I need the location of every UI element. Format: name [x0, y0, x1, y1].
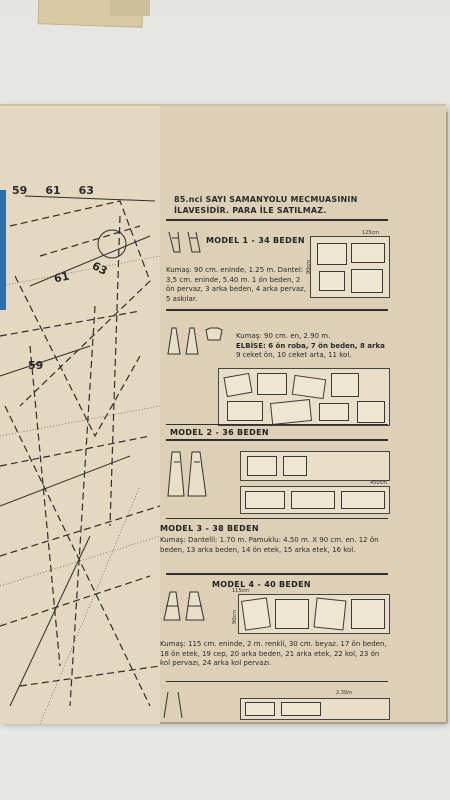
- model-1-layout-diagram: [310, 236, 390, 298]
- model-4-text: Kumaş: 115 cm. eninde, 2 m. renkli, 30 cm. beyaz. 17 ön beden, 18 ön etek, 19 cep, 20 arka beden, 21 arka etek, 22 kol, 23 ön kol pervazı, 24 arka kol pervazı.: [160, 640, 387, 667]
- model-2-text: [236, 332, 390, 361]
- model-3-layout-diagram: [240, 486, 390, 514]
- section-rule: [166, 681, 388, 682]
- model-3-title: MODEL 3 - 38 BEDEN: [160, 524, 259, 533]
- section-rule: [166, 573, 388, 575]
- model-5-sketch: [162, 690, 192, 720]
- dimension-label: 450cm: [370, 480, 388, 486]
- header-line-1: 85.nci SAYI SAMANYOLU MECMUASININ: [174, 195, 358, 204]
- model-2-sketch: [166, 326, 230, 356]
- section-rule: [166, 309, 388, 311]
- model-1-title: MODEL 1 - 34 BEDEN: [206, 236, 305, 245]
- dimension-label: 2.30m: [336, 690, 353, 696]
- paper-scrap-small: [110, 0, 150, 16]
- model-1-sketch: [166, 230, 206, 256]
- model-2-layout-diagram: [218, 368, 390, 426]
- model-1-text: Kumaş: 90 cm. eninde, 1.25 m. Dantel: 3,5 cm. eninde, 5.40 m. 1 ön beden, 2 ön pervaz, 3 arka beden, 4 arka pervaz, 5 askılar.: [166, 266, 307, 303]
- dimension-label: 90cm: [305, 260, 312, 274]
- pattern-label-63: 63: [89, 259, 110, 278]
- dimension-label: 125cm: [362, 230, 380, 236]
- model-2-layout-diagram-b: [240, 451, 390, 481]
- page-number: 59: [12, 184, 28, 197]
- magazine-header: [174, 194, 374, 216]
- model-2-text-line: 9 ceket ön, 10 ceket arta, 11 kol.: [236, 351, 352, 359]
- header-line-2: İLAVESİDİR. PARA İLE SATILMAZ.: [174, 206, 327, 215]
- model-5-layout-diagram: [240, 698, 390, 720]
- dimension-label: 90cm: [231, 610, 238, 624]
- model-3-text: Kumaş: Dantelli: 1.70 m. Pamuklu: 4.50 m. X 90 cm. en. 12 ön beden, 13 arka beden, 14 ön etek, 15 arka etek, 16 kol.: [160, 536, 379, 554]
- pattern-label-61: 61: [52, 269, 71, 286]
- model-4-sketch: [162, 588, 208, 624]
- blue-tab: [0, 190, 6, 310]
- pattern-lines: [0, 106, 160, 724]
- model-2-text-line: ELBİSE: 6 ön roba, 7 ön beden, 8 arka: [236, 341, 385, 350]
- pattern-sheet: [0, 104, 446, 722]
- page-number: 61: [45, 184, 61, 197]
- section-rule: [166, 439, 388, 441]
- header-rule: [166, 219, 388, 221]
- page-numbers: [12, 184, 94, 197]
- dimension-label: 115cm: [232, 588, 250, 594]
- section-rule: [166, 424, 388, 425]
- section-rule: [166, 518, 388, 519]
- pattern-drawing: [0, 106, 160, 724]
- model-4-layout-diagram: [238, 594, 390, 634]
- model-2-dress-sketch: [166, 448, 210, 498]
- model-2-text-line: Kumaş: 90 cm. en, 2.90 m.: [236, 332, 331, 340]
- pattern-label-59: 59: [28, 359, 44, 372]
- page-number: 63: [78, 184, 94, 197]
- model-2-title: MODEL 2 - 36 BEDEN: [170, 428, 269, 437]
- model-4-title: MODEL 4 - 40 BEDEN: [212, 580, 311, 589]
